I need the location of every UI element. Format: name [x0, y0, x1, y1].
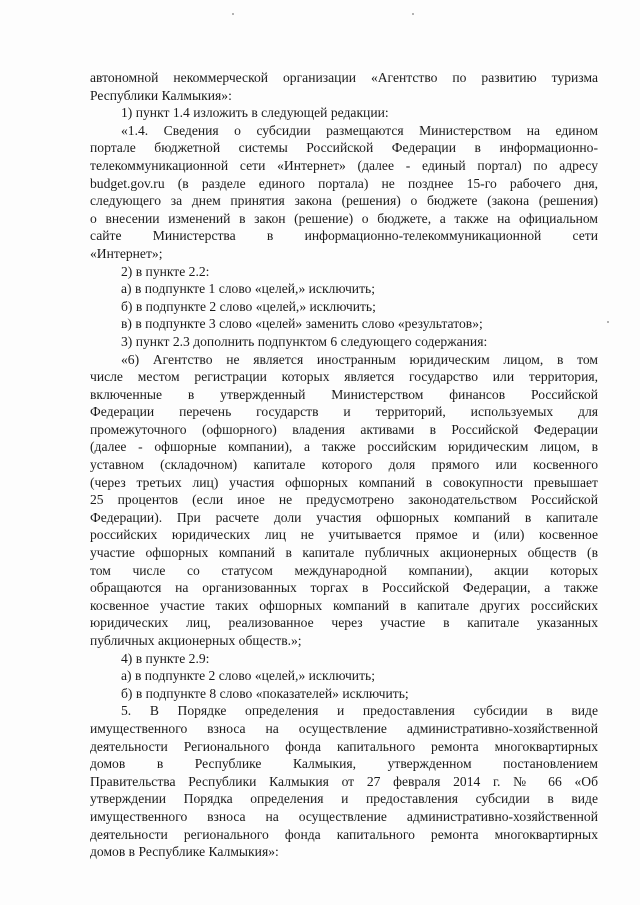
- text-line: в) в подпункте 3 слово «целей» заменить слово «результатов»;: [121, 316, 483, 332]
- text-line: а) в подпункте 2 слово «целей,» исключить;: [121, 668, 375, 684]
- text-line: домов в Республике Калмыкия»:: [90, 844, 279, 860]
- text-line: участие офшорных компаний в капитале публичных акционерных обществ (в: [90, 545, 598, 561]
- text-line: российских юридических лиц не учитывается прямое и (или) косвенное: [90, 527, 598, 543]
- text-line: портале бюджетной системы Российской Федерации в информационно-: [90, 140, 598, 156]
- text-line: деятельности регионального фонда капитального ремонта многоквартирных: [90, 826, 598, 842]
- text-line: 3) пункт 2.3 дополнить подпунктом 6 следующего содержания:: [121, 333, 488, 349]
- text-line: 4) в пункте 2.9:: [121, 650, 210, 666]
- text-line: 2) в пункте 2.2:: [121, 263, 210, 279]
- text-line: домов в Республике Калмыкия, утвержденном постановлением: [90, 756, 598, 772]
- text-line: имущественного взноса на осуществление административно-хозяйственной: [90, 720, 598, 736]
- text-line: деятельности Регионального фонда капитального ремонта многоквартирных: [90, 738, 598, 754]
- text-line: Федерации перечень государств и территорий, используемых для: [90, 404, 598, 420]
- text-line: включенные в утвержденный Министерством финансов Российской: [90, 386, 598, 402]
- text-line: б) в подпункте 2 слово «целей,» исключить;: [121, 298, 376, 314]
- text-line: сайте Министерства в информационно-телекоммуникационной сети: [90, 228, 598, 244]
- scan-speck: [607, 321, 609, 323]
- text-line: «6) Агентство не является иностранным юридическим лицом, в том: [121, 351, 598, 367]
- text-line: «1.4. Сведения о субсидии размещаются Министерством на едином: [121, 122, 598, 138]
- text-line: имущественного взноса на осуществление административно-хозяйственной: [90, 808, 598, 824]
- text-line: автономной некоммерческой организации «Агентство по развитию туризма: [90, 70, 598, 85]
- text-line: утверждении Порядка определения и предоставления субсидии в виде: [90, 791, 598, 807]
- text-line: б) в подпункте 8 слово «показателей» исключить;: [121, 685, 409, 701]
- document-body: [90, 69, 598, 861]
- text-line: обращаются на организованных торгах в Российской Федерации, а также: [90, 580, 598, 596]
- text-line: Республики Калмыкия»:: [90, 87, 232, 103]
- text-line: следующего за днем принятия закона (решения) о бюджете (закона (решения): [90, 193, 598, 209]
- text-line: (через третьих лиц) участия офшорных компаний в совокупности превышает: [90, 474, 598, 490]
- scan-speck: [232, 13, 234, 15]
- text-line: публичных акционерных обществ.»;: [90, 633, 302, 648]
- text-line: о внесении изменений в закон (решение) о бюджете, а также на официальном: [90, 210, 598, 226]
- scan-speck: [412, 13, 414, 15]
- text-line: (далее - офшорные компании), а также российским юридическим лицом, в: [90, 439, 598, 455]
- text-line: «Интернет»;: [90, 245, 163, 261]
- text-line: уставном (складочном) капитале которого доля прямого или косвенного: [90, 457, 598, 473]
- text-line: 25 процентов (если иное не предусмотрено законодательством Российской: [90, 492, 598, 508]
- text-line: юридических лиц, реализованное через участие в капитале указанных: [90, 615, 598, 631]
- text-line: а) в подпункте 1 слово «целей,» исключить;: [121, 281, 375, 297]
- text-line: том числе со статусом международной компании), акции которых: [90, 562, 598, 578]
- text-line: числе местом регистрации которых является государство или территория,: [90, 369, 598, 385]
- text-line: телекоммуникационной сети «Интернет» (далее - единый портал) по адресу: [90, 157, 598, 173]
- text-line: Правительства Республики Калмыкия от 27 февраля 2014 г. № 66 «Об: [90, 773, 598, 789]
- text-line: budget.gov.ru (в разделе единого портала) не позднее 15-го рабочего дня,: [90, 175, 598, 191]
- text-line: 5. В Порядке определения и предоставления субсидии в виде: [121, 703, 598, 719]
- text-line: Федерации). При расчете доли участия офшорных компаний в капитале: [90, 509, 598, 525]
- text-line: косвенное участие таких офшорных компаний в капитале других российских: [90, 597, 598, 613]
- text-line: 1) пункт 1.4 изложить в следующей редакции:: [121, 105, 389, 121]
- text-line: промежуточного (офшорного) владения активами в Российской Федерации: [90, 421, 598, 437]
